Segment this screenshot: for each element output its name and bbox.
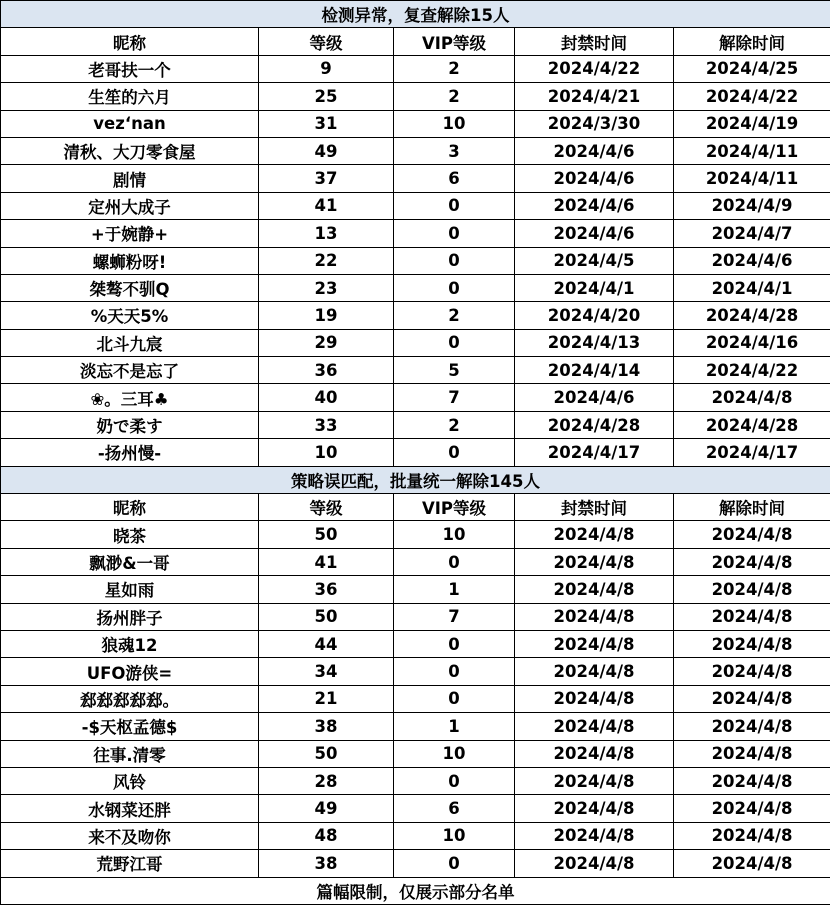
unban-date-cell: 2024/4/8 (674, 658, 830, 685)
nickname-cell: +于婉静+ (1, 220, 259, 247)
unban-date-cell: 2024/4/17 (674, 439, 830, 466)
unban-date-cell: 2024/4/22 (674, 357, 830, 384)
column-header: 解除时间 (674, 494, 830, 521)
table-row (1, 192, 830, 219)
vip-level-cell: 0 (394, 658, 515, 685)
table-row (1, 548, 830, 575)
unban-date-cell: 2024/4/25 (674, 55, 830, 82)
table-row (1, 329, 830, 356)
nickname-cell: 螺蛳粉呀! (1, 247, 259, 274)
table-row (1, 55, 830, 82)
table-row (1, 850, 830, 877)
nickname-cell: 狼魂12 (1, 630, 259, 657)
table-row (1, 576, 830, 603)
nickname-cell: -$天枢孟德$ (1, 713, 259, 740)
vip-level-cell: 10 (394, 110, 515, 137)
section-title: 检测异常，复查解除15人 (1, 1, 830, 28)
vip-level-cell: 0 (394, 548, 515, 575)
unban-date-cell: 2024/4/8 (674, 740, 830, 767)
ban-date-cell: 2024/4/21 (515, 83, 674, 110)
vip-level-cell: 6 (394, 165, 515, 192)
ban-date-cell: 2024/4/22 (515, 55, 674, 82)
section-title: 策略误匹配，批量统一解除145人 (1, 466, 830, 493)
vip-level-cell: 5 (394, 357, 515, 384)
level-cell: 28 (259, 767, 394, 794)
ban-date-cell: 2024/4/1 (515, 274, 674, 301)
column-header: VIP等级 (394, 494, 515, 521)
unban-date-cell: 2024/4/8 (674, 850, 830, 877)
nickname-cell: ❀。三耳♣ (1, 384, 259, 411)
ban-date-cell: 2024/4/13 (515, 329, 674, 356)
table-row (1, 83, 830, 110)
vip-level-cell: 2 (394, 411, 515, 438)
level-cell: 49 (259, 795, 394, 822)
ban-date-cell: 2024/4/8 (515, 630, 674, 657)
ban-date-cell: 2024/3/30 (515, 110, 674, 137)
table-row (1, 110, 830, 137)
level-cell: 21 (259, 685, 394, 712)
unban-date-cell: 2024/4/11 (674, 137, 830, 164)
vip-level-cell: 0 (394, 630, 515, 657)
vip-level-cell: 2 (394, 55, 515, 82)
vip-level-cell: 6 (394, 795, 515, 822)
table-header-row (1, 494, 830, 521)
unban-date-cell: 2024/4/8 (674, 767, 830, 794)
vip-level-cell: 0 (394, 439, 515, 466)
vip-level-cell: 10 (394, 822, 515, 849)
unban-date-cell: 2024/4/11 (674, 165, 830, 192)
vip-level-cell: 7 (394, 603, 515, 630)
nickname-cell: 清秋、大刀零食屋 (1, 137, 259, 164)
vip-level-cell: 0 (394, 274, 515, 301)
ban-date-cell: 2024/4/8 (515, 767, 674, 794)
footer-row (1, 877, 830, 904)
nickname-cell: 定州大成子 (1, 192, 259, 219)
level-cell: 44 (259, 630, 394, 657)
level-cell: 50 (259, 603, 394, 630)
vip-level-cell: 7 (394, 384, 515, 411)
ban-date-cell: 2024/4/8 (515, 713, 674, 740)
unban-date-cell: 2024/4/22 (674, 83, 830, 110)
vip-level-cell: 0 (394, 220, 515, 247)
nickname-cell: 奶で柔す (1, 411, 259, 438)
unban-date-cell: 2024/4/7 (674, 220, 830, 247)
level-cell: 48 (259, 822, 394, 849)
column-header: 等级 (259, 494, 394, 521)
nickname-cell: 晓茶 (1, 521, 259, 548)
level-cell: 49 (259, 137, 394, 164)
level-cell: 37 (259, 165, 394, 192)
ban-date-cell: 2024/4/8 (515, 740, 674, 767)
unban-date-cell: 2024/4/8 (674, 576, 830, 603)
ban-date-cell: 2024/4/8 (515, 576, 674, 603)
unban-date-cell: 2024/4/19 (674, 110, 830, 137)
level-cell: 19 (259, 302, 394, 329)
table-row (1, 165, 830, 192)
level-cell: 25 (259, 83, 394, 110)
ban-date-cell: 2024/4/6 (515, 384, 674, 411)
ban-date-cell: 2024/4/8 (515, 795, 674, 822)
level-cell: 40 (259, 384, 394, 411)
nickname-cell: 飘渺&一哥 (1, 548, 259, 575)
vip-level-cell: 1 (394, 713, 515, 740)
table-row (1, 521, 830, 548)
level-cell: 34 (259, 658, 394, 685)
unban-date-cell: 2024/4/8 (674, 795, 830, 822)
vip-level-cell: 10 (394, 521, 515, 548)
level-cell: 13 (259, 220, 394, 247)
table-row (1, 439, 830, 466)
level-cell: 31 (259, 110, 394, 137)
vip-level-cell: 0 (394, 685, 515, 712)
unban-list-body (1, 1, 830, 905)
table-row (1, 137, 830, 164)
unban-date-cell: 2024/4/8 (674, 685, 830, 712)
level-cell: 38 (259, 713, 394, 740)
table-row (1, 603, 830, 630)
vip-level-cell: 10 (394, 740, 515, 767)
nickname-cell: 来不及吻你 (1, 822, 259, 849)
table-row (1, 658, 830, 685)
nickname-cell: 风铃 (1, 767, 259, 794)
column-header: 昵称 (1, 28, 259, 55)
unban-date-cell: 2024/4/6 (674, 247, 830, 274)
vip-level-cell: 2 (394, 83, 515, 110)
ban-date-cell: 2024/4/14 (515, 357, 674, 384)
unban-date-cell: 2024/4/8 (674, 384, 830, 411)
table-row (1, 685, 830, 712)
nickname-cell: 生笙的六月 (1, 83, 259, 110)
vip-level-cell: 0 (394, 850, 515, 877)
table-row (1, 384, 830, 411)
unban-date-cell: 2024/4/8 (674, 548, 830, 575)
ban-date-cell: 2024/4/6 (515, 192, 674, 219)
table-row (1, 713, 830, 740)
level-cell: 22 (259, 247, 394, 274)
nickname-cell: 桀骜不驯Q (1, 274, 259, 301)
vip-level-cell: 0 (394, 329, 515, 356)
column-header: 等级 (259, 28, 394, 55)
section-title-row (1, 1, 830, 28)
ban-date-cell: 2024/4/8 (515, 822, 674, 849)
vip-level-cell: 2 (394, 302, 515, 329)
nickname-cell: 水钢菜还胖 (1, 795, 259, 822)
table-row (1, 630, 830, 657)
table-row (1, 302, 830, 329)
table-row (1, 247, 830, 274)
unban-date-cell: 2024/4/9 (674, 192, 830, 219)
level-cell: 36 (259, 357, 394, 384)
ban-date-cell: 2024/4/8 (515, 658, 674, 685)
nickname-cell: 往事.清零 (1, 740, 259, 767)
level-cell: 50 (259, 740, 394, 767)
nickname-cell: 淡忘不是忘了 (1, 357, 259, 384)
ban-date-cell: 2024/4/5 (515, 247, 674, 274)
nickname-cell: 剧情 (1, 165, 259, 192)
vip-level-cell: 0 (394, 192, 515, 219)
table-header-row (1, 28, 830, 55)
nickname-cell: 北斗九宸 (1, 329, 259, 356)
section-title-row (1, 466, 830, 493)
table-row (1, 411, 830, 438)
level-cell: 38 (259, 850, 394, 877)
level-cell: 33 (259, 411, 394, 438)
nickname-cell: 荒野江哥 (1, 850, 259, 877)
nickname-cell: 郄郄郄郄郄。 (1, 685, 259, 712)
table-row (1, 357, 830, 384)
nickname-cell: UFO游侠= (1, 658, 259, 685)
vip-level-cell: 3 (394, 137, 515, 164)
level-cell: 10 (259, 439, 394, 466)
nickname-cell: 星如雨 (1, 576, 259, 603)
level-cell: 23 (259, 274, 394, 301)
column-header: 封禁时间 (515, 28, 674, 55)
ban-date-cell: 2024/4/28 (515, 411, 674, 438)
level-cell: 36 (259, 576, 394, 603)
ban-date-cell: 2024/4/6 (515, 137, 674, 164)
vip-level-cell: 0 (394, 247, 515, 274)
table-row (1, 220, 830, 247)
unban-date-cell: 2024/4/28 (674, 302, 830, 329)
vip-level-cell: 1 (394, 576, 515, 603)
ban-date-cell: 2024/4/17 (515, 439, 674, 466)
ban-date-cell: 2024/4/8 (515, 521, 674, 548)
unban-date-cell: 2024/4/8 (674, 521, 830, 548)
column-header: 昵称 (1, 494, 259, 521)
level-cell: 29 (259, 329, 394, 356)
table-row (1, 767, 830, 794)
nickname-cell: 老哥扶一个 (1, 55, 259, 82)
level-cell: 50 (259, 521, 394, 548)
level-cell: 9 (259, 55, 394, 82)
ban-date-cell: 2024/4/20 (515, 302, 674, 329)
nickname-cell: 扬州胖子 (1, 603, 259, 630)
unban-date-cell: 2024/4/1 (674, 274, 830, 301)
table-row (1, 740, 830, 767)
unban-date-cell: 2024/4/16 (674, 329, 830, 356)
unban-date-cell: 2024/4/28 (674, 411, 830, 438)
ban-date-cell: 2024/4/8 (515, 850, 674, 877)
nickname-cell: -扬州慢- (1, 439, 259, 466)
nickname-cell: vez‘nan (1, 110, 259, 137)
footer-note: 篇幅限制，仅展示部分名单 (1, 877, 830, 904)
table-row (1, 795, 830, 822)
column-header: 解除时间 (674, 28, 830, 55)
ban-date-cell: 2024/4/8 (515, 603, 674, 630)
ban-date-cell: 2024/4/6 (515, 165, 674, 192)
table-row (1, 822, 830, 849)
ban-date-cell: 2024/4/8 (515, 685, 674, 712)
ban-date-cell: 2024/4/8 (515, 548, 674, 575)
column-header: VIP等级 (394, 28, 515, 55)
unban-date-cell: 2024/4/8 (674, 603, 830, 630)
level-cell: 41 (259, 192, 394, 219)
nickname-cell: %天天5% (1, 302, 259, 329)
unban-date-cell: 2024/4/8 (674, 630, 830, 657)
level-cell: 41 (259, 548, 394, 575)
vip-level-cell: 0 (394, 767, 515, 794)
table-row (1, 274, 830, 301)
unban-date-cell: 2024/4/8 (674, 822, 830, 849)
ban-date-cell: 2024/4/6 (515, 220, 674, 247)
column-header: 封禁时间 (515, 494, 674, 521)
unban-date-cell: 2024/4/8 (674, 713, 830, 740)
